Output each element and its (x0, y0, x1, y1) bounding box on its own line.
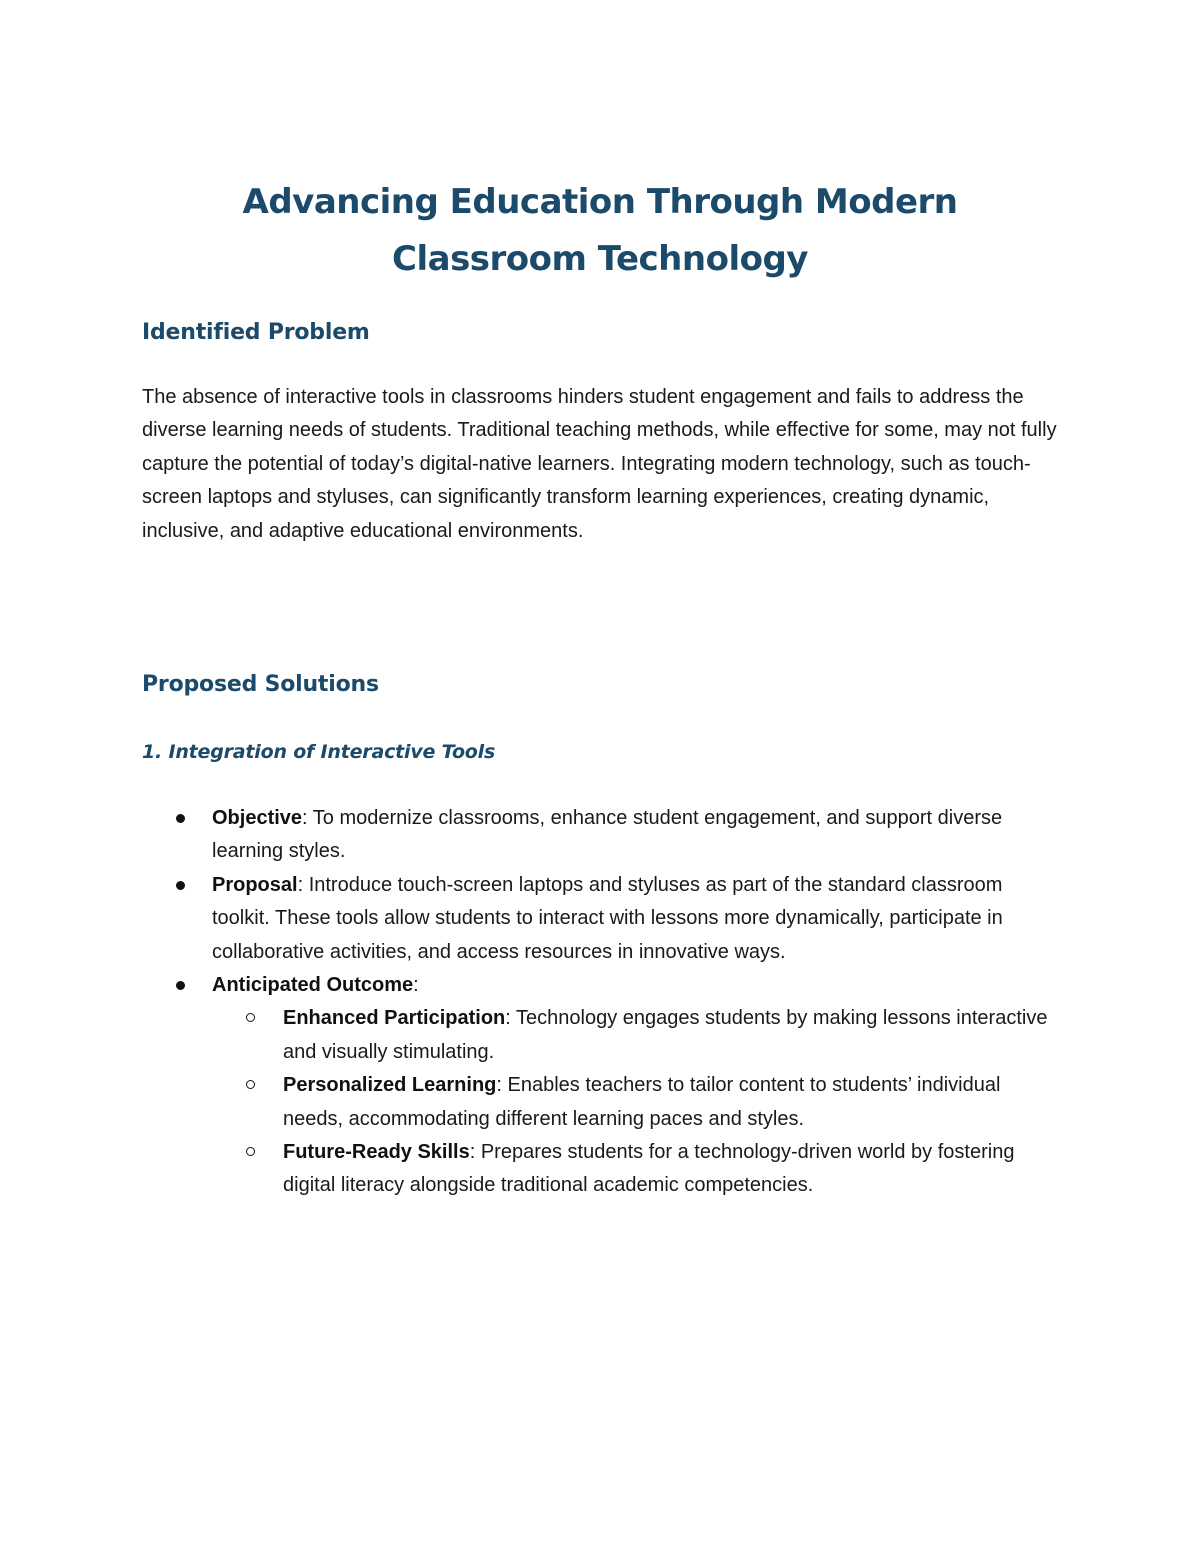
hollow-circle-bullet-icon (246, 1080, 255, 1089)
bullet-label: Anticipated Outcome (212, 974, 414, 997)
bullet-dot-icon (176, 814, 185, 823)
sub-bullet-text: : Prepares students for a technology-driven world by fostering digital literacy alongside traditional academic competencies. (283, 1141, 1015, 1197)
section-heading-proposed-solutions: Proposed Solutions (142, 672, 379, 697)
bullet-dot-icon (176, 981, 185, 990)
sub-bullet-label: Enhanced Participation (283, 1007, 506, 1030)
sub-bullet-text: : Technology engages students by making lessons interactive and visually stimulating. (283, 1007, 1048, 1063)
outcome-sub-list (212, 1002, 1062, 1202)
bullet-proposal (142, 869, 1062, 969)
bullet-text: : (413, 974, 419, 997)
sub-bullet-text: : Enables teachers to tailor content to students’ individual needs, accommodating different learning paces and styles. (283, 1074, 1001, 1130)
section-heading-identified-problem: Identified Problem (142, 320, 370, 345)
bullet-objective (142, 802, 1062, 869)
problem-paragraph: The absence of interactive tools in classrooms hinders student engagement and fails to address the diverse learning needs of students. Traditional teaching methods, while effective for some, may not fully capture the potential of today’s digital-native learners. Integrating modern technology, such as touch-screen laptops and styluses, can significantly transform learning experiences, creating dynamic, inclusive, and adaptive educational environments. (142, 386, 1057, 542)
subheading-integration-of-interactive-tools: 1. Integration of Interactive Tools (142, 741, 496, 763)
sub-bullet-personalized-learning (212, 1069, 1062, 1136)
bullet-anticipated-outcome (142, 969, 1062, 1203)
sub-bullet-enhanced-participation (212, 1002, 1062, 1069)
bullet-text: : Introduce touch-screen laptops and styluses as part of the standard classroom toolkit. These tools allow students to interact with lessons more dynamically, participate in collaborative activities, and access resources in innovative ways. (212, 873, 1003, 963)
sub-bullet-label: Future-Ready Skills (283, 1141, 470, 1164)
document-title: Advancing Education Through Modern Classroom Technology (242, 182, 958, 279)
bullet-text: : To modernize classrooms, enhance student engagement, and support diverse learning styles. (212, 807, 1003, 863)
sub-bullet-label: Personalized Learning (283, 1074, 497, 1097)
bullet-label: Proposal (212, 873, 298, 896)
bullet-label: Objective (212, 807, 303, 829)
hollow-circle-bullet-icon (246, 1013, 255, 1022)
hollow-circle-bullet-icon (246, 1147, 255, 1156)
solution-bullet-list (142, 802, 1062, 1203)
sub-bullet-future-ready-skills (212, 1136, 1062, 1203)
bullet-dot-icon (176, 881, 185, 890)
